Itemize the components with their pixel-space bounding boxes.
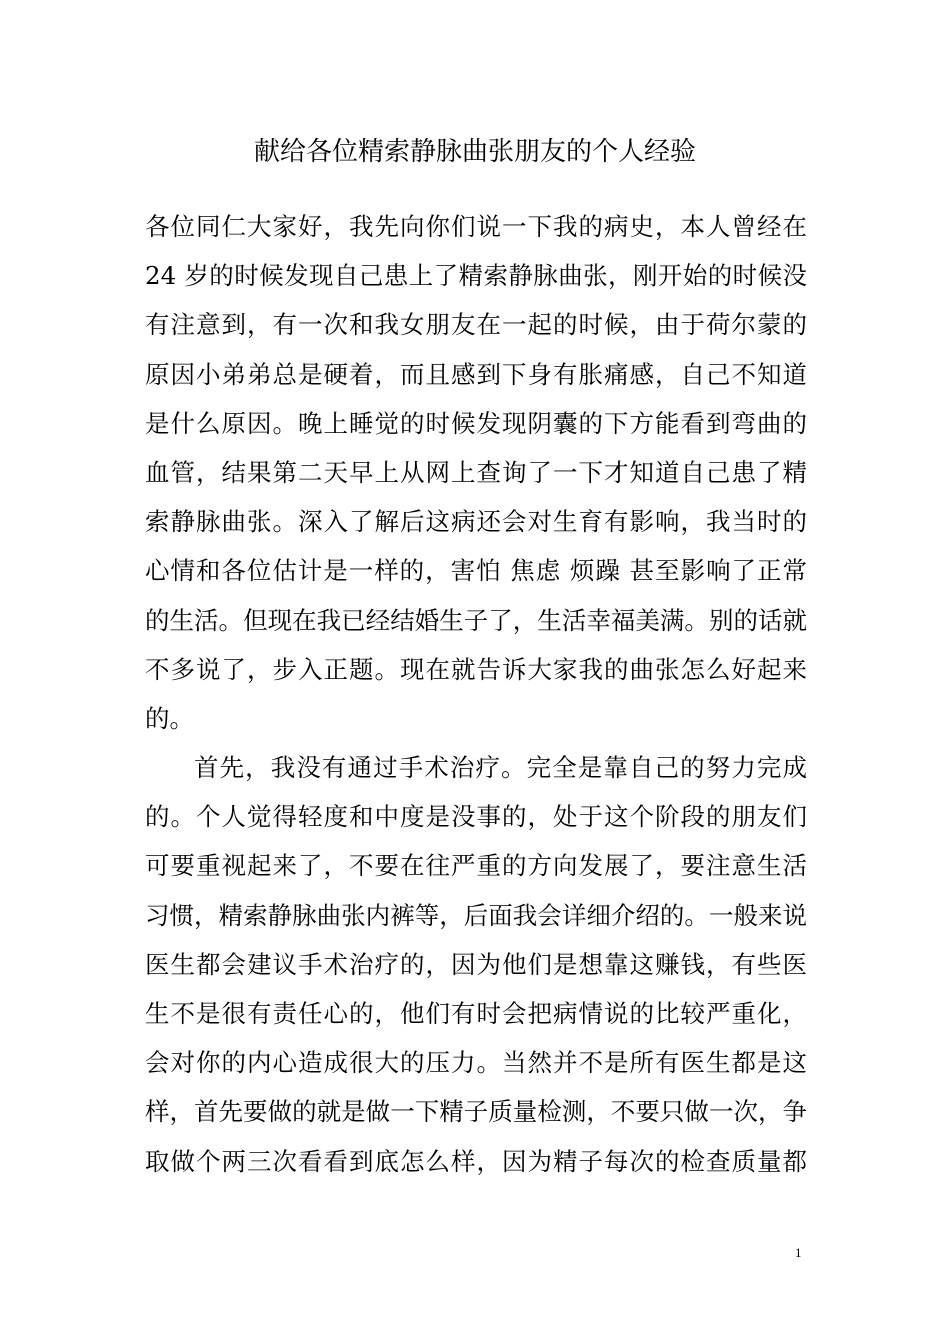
text-line: 血管，结果第二天早上从网上查询了一下才知道自己患了精 bbox=[145, 457, 807, 487]
text-line: 是什么原因。晚上睡觉的时候发现阴囊的下方能看到弯曲的 bbox=[145, 408, 807, 438]
text-line: 的。个人觉得轻度和中度是没事的，处于这个阶段的朋友们 bbox=[145, 802, 807, 832]
text-line: 生不是很有责任心的，他们有时会把病情说的比较严重化， bbox=[145, 999, 807, 1028]
text-line: 首先，我没有通过手术治疗。完全是靠自己的努力完成 bbox=[194, 753, 807, 783]
text-line: 医生都会建议手术治疗的，因为他们是想靠这赚钱，有些医 bbox=[145, 949, 807, 979]
text-line: 习惯，精索静脉曲张内裤等，后面我会详细介绍的。一般来说 bbox=[145, 900, 807, 930]
text-line: 原因小弟弟总是硬着，而且感到下身有胀痛感，自己不知道 bbox=[145, 359, 807, 389]
document-title: 献给各位精索静脉曲张朋友的个人经验 bbox=[253, 137, 696, 167]
text-line: 样，首先要做的就是做一下精子质量检测，不要只做一次，争 bbox=[145, 1097, 807, 1127]
text-line: 索静脉曲张。深入了解后这病还会对生育有影响，我当时的 bbox=[145, 507, 807, 537]
text-line: 不多说了，步入正题。现在就告诉大家我的曲张怎么好起来 bbox=[145, 654, 807, 684]
paragraph-2 bbox=[145, 743, 807, 1186]
page-number: 1 bbox=[795, 1245, 802, 1260]
text-line: 24 岁的时候发现自己患上了精索静脉曲张，刚开始的时候没 bbox=[145, 261, 807, 291]
text-line: 心情和各位估计是一样的，害怕 焦虑 烦躁 甚至影响了正常 bbox=[145, 556, 807, 586]
text-line: 各位同仁大家好，我先向你们说一下我的病史，本人曾经在 bbox=[145, 212, 807, 241]
text-line: 的生活。但现在我已经结婚生子了，生活幸福美满。别的话就 bbox=[145, 605, 807, 635]
paragraph-1 bbox=[145, 202, 807, 743]
text-line: 的。 bbox=[145, 703, 194, 733]
text-line: 会对你的内心造成很大的压力。当然并不是所有医生都是这 bbox=[145, 1048, 807, 1078]
text-line: 取做个两三次看看到底怎么样，因为精子每次的检查质量都 bbox=[145, 1146, 807, 1176]
text-line: 有注意到，有一次和我女朋友在一起的时候，由于荷尔蒙的 bbox=[145, 310, 807, 340]
text-line: 可要重视起来了，不要在往严重的方向发展了，要注意生活 bbox=[145, 851, 807, 881]
document-body bbox=[145, 202, 807, 1186]
